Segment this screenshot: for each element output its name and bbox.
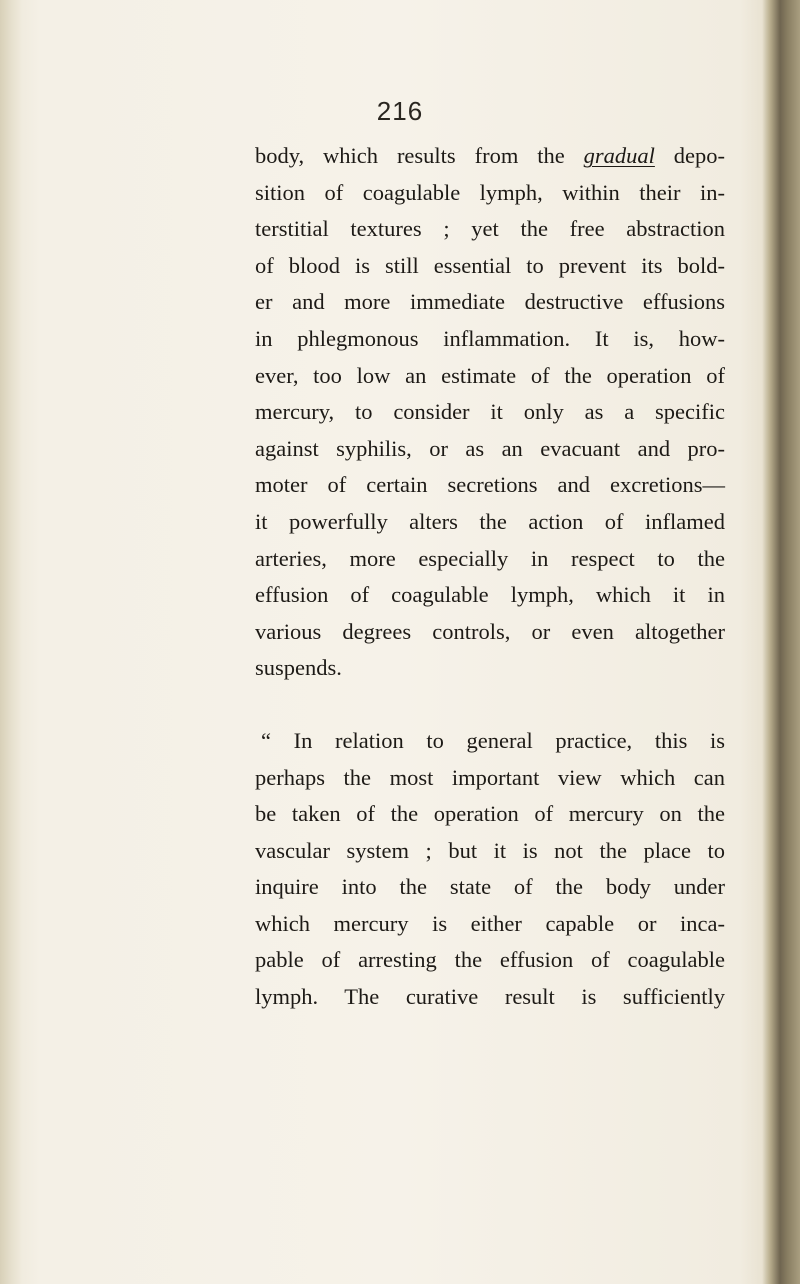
paragraph1-last-line: suspends. [255,655,342,681]
paragraph1-line: moter of certain secretions and excretions— [255,472,725,498]
page-number: 216 [376,96,424,126]
paragraph-gap [255,687,725,723]
paragraph1-line: of blood is still essential to prevent its bold- [255,252,725,278]
paragraph1-line: mercury, to consider it only as a specific [255,399,725,425]
paragraph2-line: “ In relation to general practice, this is [261,727,725,753]
paragraph1-line: arteries, more especially in respect to the [255,545,725,571]
paragraph1-line: terstitial textures ; yet the free abstraction [255,216,725,242]
paragraph2-line: be taken of the operation of mercury on the [255,801,725,827]
paragraph2-line: which mercury is either capable or inca- [255,910,725,936]
body-text [255,138,725,1016]
paragraph2-line: inquire into the state of the body under [255,874,725,900]
paragraph2-line: lymph. The curative result is sufficiently [255,984,725,1010]
paragraph1-line: against syphilis, or as an evacuant and pro- [255,435,725,461]
paragraph2-line: pable of arresting the effusion of coagulable [255,947,725,973]
paragraph1-line: effusion of coagulable lymph, which it in [255,582,725,608]
paragraph1-line: it powerfully alters the action of inflamed [255,508,725,534]
line-text-after-italic: depo- [654,143,726,168]
italic-emphasis: gradual [583,143,655,168]
paragraph1-line: ever, too low an estimate of the operation of [255,362,725,388]
paragraph1-line-1 [255,138,725,175]
page-right-edge-binding [762,0,800,1284]
line-text-before-italic: body, which results from the [255,143,584,168]
paragraph2-line: vascular system ; but it is not the place to [255,837,725,863]
paragraph1-line: various degrees controls, or even altogether [255,618,725,644]
paragraph1-line: er and more immediate destructive effusions [255,289,725,315]
paragraph2-line: perhaps the most important view which can [255,764,725,790]
paragraph1-line: sition of coagulable lymph, within their in- [255,179,725,205]
paragraph1-line: in phlegmonous inflammation. It is, how- [255,325,725,351]
page-left-edge [0,0,22,1284]
